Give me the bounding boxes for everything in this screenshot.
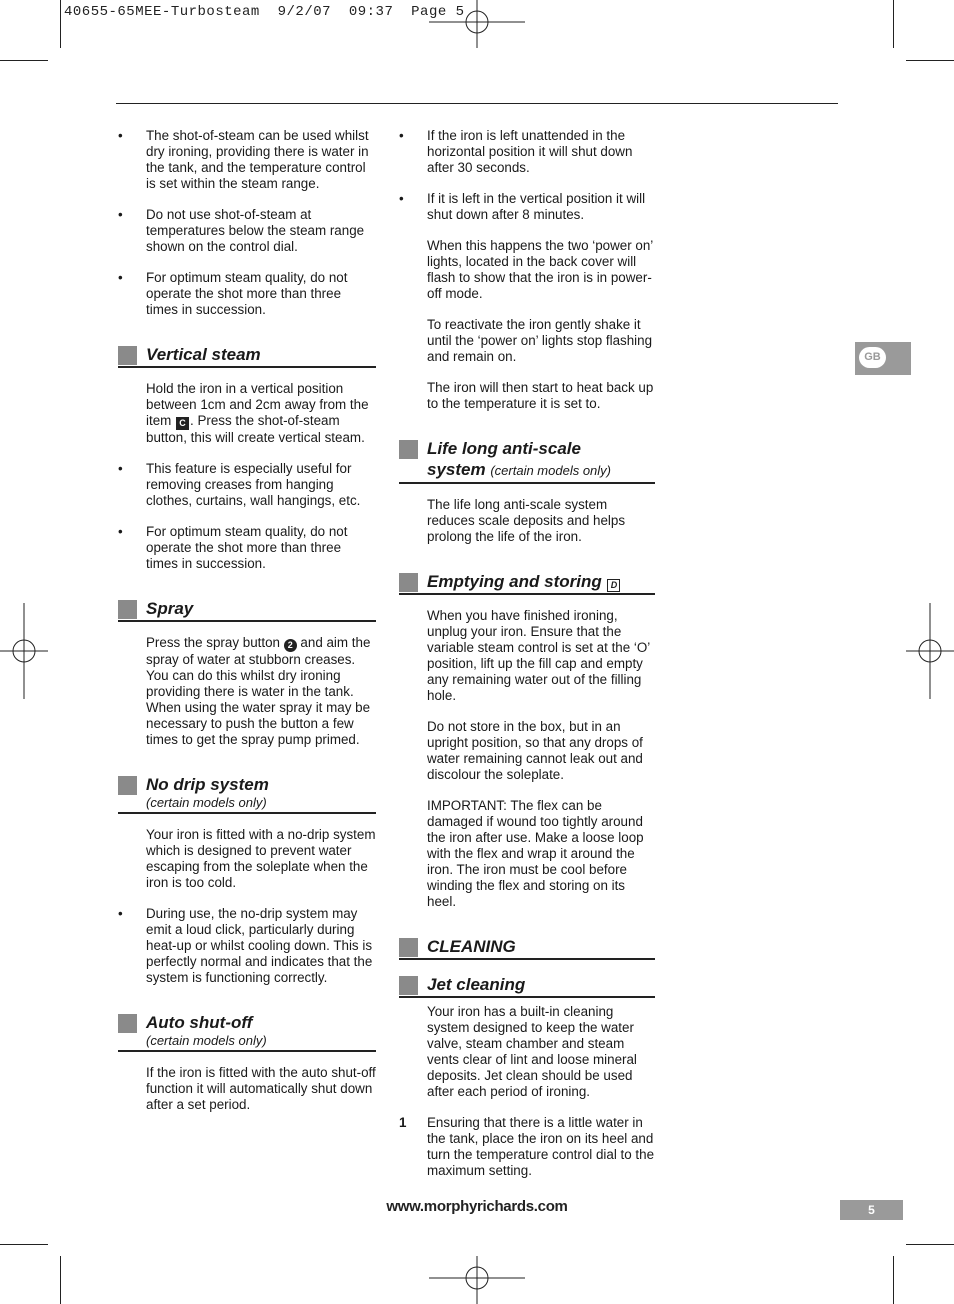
figure-d-icon: D xyxy=(607,579,620,592)
paragraph: Your iron has a built-in cleaning system designed to keep the water valve, steam chamber and steam vents clear of lint and loose mineral deposits. Jet clean should be used after each period of ironing. xyxy=(427,1004,637,1099)
heading-marker xyxy=(118,776,137,795)
heading-marker xyxy=(399,938,418,957)
heading-marker xyxy=(399,976,418,995)
step-number: 1 xyxy=(399,1115,407,1130)
heading-title: Vertical steam xyxy=(146,345,261,364)
section-heading-auto-shutoff xyxy=(118,1012,376,1052)
bullet-text: The shot-of-steam can be used whilst dry ironing, providing there is water in the tank, and the temperature control is set within the steam range. xyxy=(146,128,369,191)
section-heading-spray xyxy=(118,598,376,622)
heading-subtitle: (certain models only) xyxy=(146,795,267,810)
paragraph: If the iron is fitted with the auto shut-off function it will automatically shut down after a set period. xyxy=(146,1065,376,1112)
paragraph: Do not store in the box, but in an upright position, so that any drops of water remaining cannot leak out and discolour the soleplate. xyxy=(427,719,643,782)
heading-marker xyxy=(118,1014,137,1033)
bullet-text: This feature is especially useful for removing creases from hanging clothes, curtains, wall hangings, etc. xyxy=(146,461,361,508)
section-heading-jet-cleaning xyxy=(399,974,655,998)
heading-title: Jet cleaning xyxy=(427,975,526,994)
item-c-icon: C xyxy=(176,417,189,430)
heading-subtitle: (certain models only) xyxy=(146,1033,267,1048)
crop-mark xyxy=(0,60,48,61)
crop-mark xyxy=(60,1256,61,1304)
step-text: Ensuring that there is a little water in the tank, place the iron on its heel and turn the temperature control dial to the maximum setting. xyxy=(427,1115,655,1178)
button-2-icon: 2 xyxy=(284,639,297,652)
list-item: • For optimum steam quality, do not operate the shot more than three times in succession. xyxy=(118,524,348,571)
heading-marker xyxy=(118,346,137,365)
footer-url: www.morphyrichards.com xyxy=(386,1198,568,1215)
list-item xyxy=(399,1115,655,1179)
paragraph: Press the spray button 2 and aim the spray of water at stubborn creases. You can do this whilst dry ironing providing there is water in the tank. When using the water spray it may be necessary to push the button a few times to get the spray pump primed. xyxy=(146,635,371,747)
list-item: • If the iron is left unattended in the horizontal position it will shut down after 30 seconds. xyxy=(399,128,633,175)
registration-mark-top xyxy=(429,0,525,48)
section-heading-emptying xyxy=(399,571,655,595)
list-item: • This feature is especially useful for removing creases from hanging clothes, curtains, wall hangings, etc. xyxy=(118,461,361,508)
crop-mark xyxy=(893,0,894,48)
paragraph: To reactivate the iron gently shake it until the ‘power on’ lights stop flashing and remain on. xyxy=(427,317,653,364)
heading-marker xyxy=(399,573,418,592)
section-heading-no-drip xyxy=(118,774,376,814)
bullet-text: If the iron is left unattended in the horizontal position it will shut down after 30 seconds. xyxy=(427,128,633,175)
registration-mark-right xyxy=(906,603,954,699)
paragraph: Your iron is fitted with a no-drip system which is designed to prevent water escaping from the soleplate when the iron is too cold. xyxy=(146,827,376,890)
crop-mark xyxy=(906,1244,954,1245)
heading-marker xyxy=(399,440,418,459)
bullet-text: Do not use shot-of-steam at temperatures below the steam range shown on the control dial. xyxy=(146,207,365,254)
list-item: • If it is left in the vertical position it will shut down after 8 minutes. xyxy=(399,191,646,222)
heading-title: Auto shut-off xyxy=(146,1013,253,1032)
registration-mark-left xyxy=(0,603,48,699)
heading-title: Spray xyxy=(146,599,194,618)
list-item: • During use, the no-drip system may emit a loud click, particularly during heat-up or whilst cooling down. This is perfectly normal and indicates that the system is functioning correctly. xyxy=(118,906,373,985)
paragraph: IMPORTANT: The flex can be damaged if wound too tightly around the iron after use. Make a loose loop with the flex and wrap it around the iron. The iron must be cool before winding the flex and storing on its heel. xyxy=(427,798,644,909)
language-badge: GB xyxy=(859,347,886,368)
left-column xyxy=(118,128,376,1113)
section-heading-anti-scale xyxy=(399,438,655,484)
heading-marker xyxy=(118,600,137,619)
list-item: • Do not use shot-of-steam at temperatures below the steam range shown on the control dial. xyxy=(118,207,365,254)
paragraph: The life long anti-scale system reduces scale deposits and helps prolong the life of the iron. xyxy=(427,497,626,544)
bullet-text: During use, the no-drip system may emit a loud click, particularly during heat-up or whilst cooling down. This is perfectly normal and indicates that the system is functioning correctly. xyxy=(146,906,373,985)
list-item: • The shot-of-steam can be used whilst dry ironing, providing there is water in the tank, and the temperature control is set within the steam range. xyxy=(118,128,369,191)
paragraph: Hold the iron in a vertical position between 1cm and 2cm away from the item C . Press the shot-of-steam button, this will create vertical steam. xyxy=(146,381,369,445)
section-heading-vertical-steam xyxy=(118,344,376,368)
bullet-text: If it is left in the vertical position it will shut down after 8 minutes. xyxy=(427,191,646,222)
crop-mark xyxy=(893,1256,894,1304)
crop-mark xyxy=(906,60,954,61)
paragraph: When this happens the two ‘power on’ lights, located in the back cover will flash to show that the iron is in power-off mode. xyxy=(427,238,653,301)
heading-title: No drip system xyxy=(146,775,269,794)
bullet-text: For optimum steam quality, do not operate the shot more than three times in succession. xyxy=(146,270,348,317)
crop-mark xyxy=(60,0,61,48)
page-number: 5 xyxy=(840,1200,903,1220)
bullet-text: For optimum steam quality, do not operate the shot more than three times in succession. xyxy=(146,524,348,571)
heading-title: CLEANING xyxy=(427,937,516,956)
paragraph: The iron will then start to heat back up to the temperature it is set to. xyxy=(427,380,654,411)
print-slug: 40655-65MEE-Turbosteam 9/2/07 09:37 Page 5 xyxy=(64,4,465,20)
heading-subtitle: (certain models only) xyxy=(490,463,611,478)
section-heading-cleaning xyxy=(399,936,655,960)
crop-mark xyxy=(0,1244,48,1245)
language-tab xyxy=(855,342,911,375)
heading-title: Emptying and storing D xyxy=(427,571,655,592)
paragraph: When you have finished ironing, unplug your iron. Ensure that the variable steam control is set at the ‘O’ position, lift up the fill cap and empty any remaining water out of the filling hole. xyxy=(427,608,650,703)
right-column xyxy=(399,128,655,1179)
heading-title: Life long anti-scale system (certain models only) xyxy=(427,439,611,479)
list-item: • For optimum steam quality, do not operate the shot more than three times in succession. xyxy=(118,270,348,317)
header-rule xyxy=(116,103,838,104)
registration-mark-bottom xyxy=(429,1256,525,1304)
